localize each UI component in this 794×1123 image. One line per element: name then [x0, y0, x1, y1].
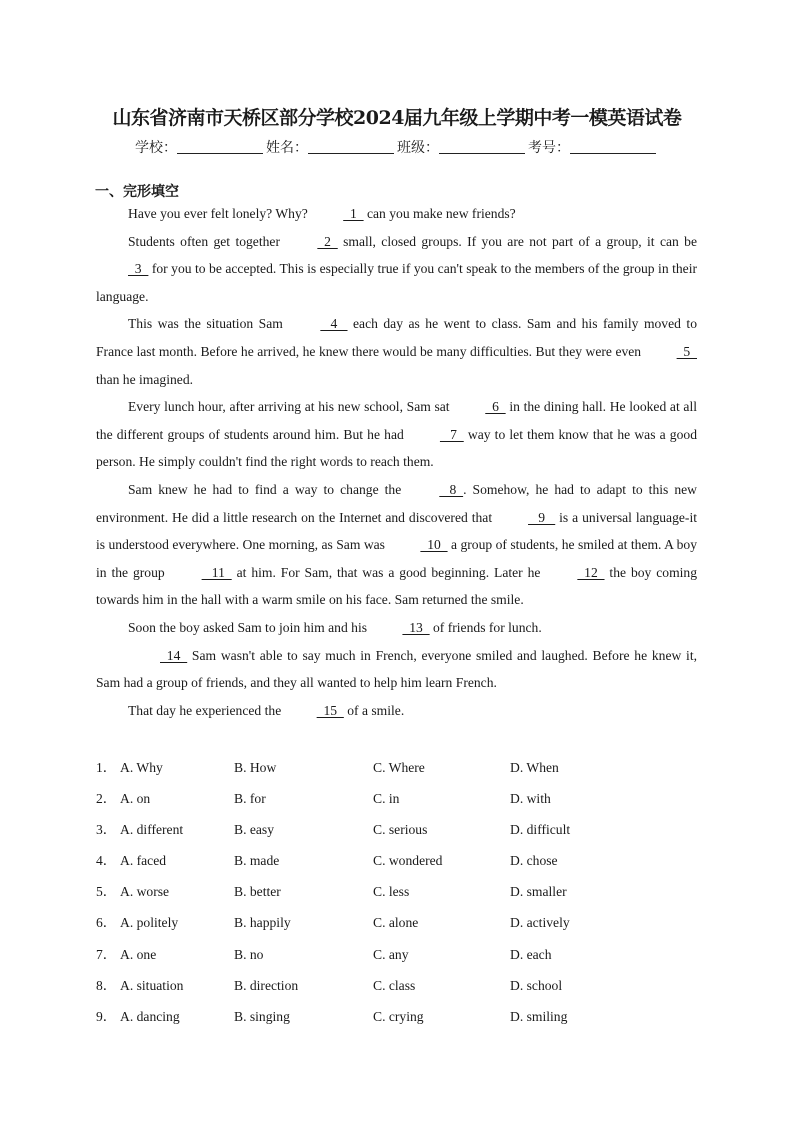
option-c[interactable]: C. less	[373, 884, 410, 900]
option-d[interactable]: D. difficult	[510, 822, 571, 838]
blank-12: 12	[577, 564, 605, 580]
blank-5: 5	[676, 343, 697, 359]
question-number: 6．	[96, 915, 117, 931]
class-blank	[439, 139, 525, 154]
text: a group of students, he smiled at them. A boy in the group	[96, 537, 697, 580]
option-c[interactable]: C. wondered	[373, 853, 443, 869]
option-a[interactable]: A. worse	[120, 884, 170, 900]
option-d[interactable]: D. actively	[510, 915, 570, 931]
paragraph-6	[96, 614, 697, 642]
text: way to let them know that he was a good person. He simply couldn't find the right words to reach them.	[96, 426, 697, 470]
option-a[interactable]: A. situation	[120, 977, 184, 993]
question-number: 5．	[96, 884, 117, 900]
option-d[interactable]: D. chose	[510, 853, 558, 869]
blank-14: 14	[160, 647, 188, 663]
question-row	[96, 752, 696, 783]
paragraph-2	[96, 228, 697, 311]
question-number: 3．	[96, 822, 117, 838]
paragraph-4	[96, 393, 697, 476]
paragraph-8	[96, 697, 697, 725]
option-b[interactable]: B. How	[234, 760, 277, 775]
question-row	[96, 907, 696, 938]
section-heading: 一、完形填空	[95, 184, 179, 200]
text: in the dining hall. He looked at all the different groups of students around him. But he had	[96, 399, 697, 442]
question-number: 8．	[96, 977, 117, 993]
question-number: 1．	[96, 760, 117, 775]
class-label: 班级：	[397, 140, 439, 156]
option-a[interactable]: A. on	[120, 791, 151, 807]
school-label: 学校：	[135, 140, 177, 156]
text: . Somehow, he had to adapt to this new environment. He did a little research on the Internet and discovered that	[96, 481, 697, 525]
option-b[interactable]: B. no	[234, 946, 264, 962]
text: each day as he went to class. Sam and his family moved to France last month. Before he arrived, he knew there would be many difficulties. But they were even	[96, 316, 697, 359]
question-row	[96, 814, 696, 845]
option-c[interactable]: C. Where	[373, 760, 425, 775]
text: Sam wasn't able to say much in French, everyone smiled and laughed. Before he knew it, Sam had a group of friends, and they all wanted to help him learn French.	[96, 647, 697, 691]
option-a[interactable]: A. different	[120, 822, 184, 838]
option-b[interactable]: B. happily	[234, 915, 291, 931]
blank-10: 10	[420, 537, 448, 553]
option-b[interactable]: B. easy	[234, 822, 275, 838]
question-row	[96, 939, 696, 970]
blank-4: 4	[320, 316, 348, 332]
option-b[interactable]: B. made	[234, 853, 280, 869]
question-row	[96, 970, 696, 1001]
option-a[interactable]: A. one	[120, 946, 157, 962]
option-c[interactable]: C. crying	[373, 1008, 424, 1024]
number-label: 考号：	[528, 140, 570, 156]
blank-6: 6	[485, 399, 506, 415]
question-row	[96, 1001, 696, 1032]
text: of friends for lunch.	[429, 619, 542, 635]
options-list	[96, 752, 696, 1032]
text: Every lunch hour, after arriving at his new school, Sam sat	[128, 399, 454, 415]
option-b[interactable]: B. for	[234, 791, 266, 807]
school-blank	[177, 139, 263, 154]
paragraph-3	[96, 310, 697, 393]
option-a[interactable]: A. Why	[120, 760, 163, 775]
blank-3: 3	[128, 261, 149, 277]
question-row	[96, 876, 696, 907]
text: Soon the boy asked Sam to join him and his	[128, 619, 371, 635]
text: of a smile.	[343, 702, 405, 718]
option-a[interactable]: A. faced	[120, 853, 167, 869]
option-c[interactable]: C. in	[373, 791, 400, 807]
blank-8: 8	[439, 481, 464, 497]
option-d[interactable]: D. smiling	[510, 1008, 568, 1024]
text: That day he experienced the	[128, 702, 285, 718]
option-c[interactable]: C. serious	[373, 822, 428, 838]
text: than he imagined.	[96, 371, 194, 387]
student-info-line	[0, 137, 794, 157]
question-number: 7．	[96, 946, 117, 962]
option-b[interactable]: B. better	[234, 884, 281, 900]
blank-1: 1	[343, 206, 364, 221]
text: small, closed groups. If you are not part of a group, it can be	[337, 233, 697, 249]
blank-2: 2	[317, 233, 338, 249]
option-b[interactable]: B. singing	[234, 1008, 290, 1024]
option-a[interactable]: A. politely	[120, 915, 179, 931]
blank-9: 9	[528, 509, 556, 525]
paragraph-5	[96, 476, 697, 614]
blank-13: 13	[402, 619, 430, 635]
name-blank	[308, 139, 394, 154]
exam-title: 山东省济南市天桥区部分学校2024届九年级上学期中考一模英语试卷	[112, 107, 682, 129]
question-row	[96, 845, 696, 876]
text: at him. For Sam, that was a good beginning. Later he	[231, 564, 546, 580]
option-c[interactable]: C. any	[373, 946, 409, 962]
text: Students often get together	[128, 233, 286, 249]
paragraph-1	[96, 200, 697, 228]
question-number: 9．	[96, 1008, 117, 1024]
question-number: 2．	[96, 791, 117, 807]
text: Sam knew he had to find a way to change the	[128, 481, 408, 497]
option-c[interactable]: C. alone	[373, 915, 419, 931]
paragraph-7	[96, 642, 697, 697]
name-label: 姓名：	[266, 140, 308, 156]
text: the boy coming towards him in the hall with a warm smile on his face. Sam returned the smile.	[96, 564, 698, 608]
option-d[interactable]: D. smaller	[510, 884, 567, 900]
text: This was the situation Sam	[128, 316, 289, 332]
cloze-passage	[96, 200, 697, 724]
blank-7: 7	[439, 426, 464, 442]
text: for you to be accepted. This is especially true if you can't speak to the members of the group in their language.	[96, 261, 697, 304]
option-d[interactable]: D. When	[510, 760, 559, 775]
blank-11: 11	[201, 564, 232, 580]
text: Have you ever felt lonely? Why?	[128, 206, 312, 221]
text: can you make new friends?	[363, 206, 516, 221]
option-a[interactable]: A. dancing	[120, 1008, 180, 1024]
number-blank	[570, 139, 656, 154]
option-c[interactable]: C. class	[373, 977, 416, 993]
text: is a universal language-it is understood everywhere. One morning, as Sam was	[96, 509, 697, 553]
option-d[interactable]: D. with	[510, 791, 551, 807]
question-row	[96, 783, 696, 814]
option-d[interactable]: D. school	[510, 977, 563, 993]
blank-15: 15	[316, 702, 344, 718]
option-b[interactable]: B. direction	[234, 977, 299, 993]
question-number: 4．	[96, 853, 117, 869]
option-d[interactable]: D. each	[510, 946, 552, 962]
